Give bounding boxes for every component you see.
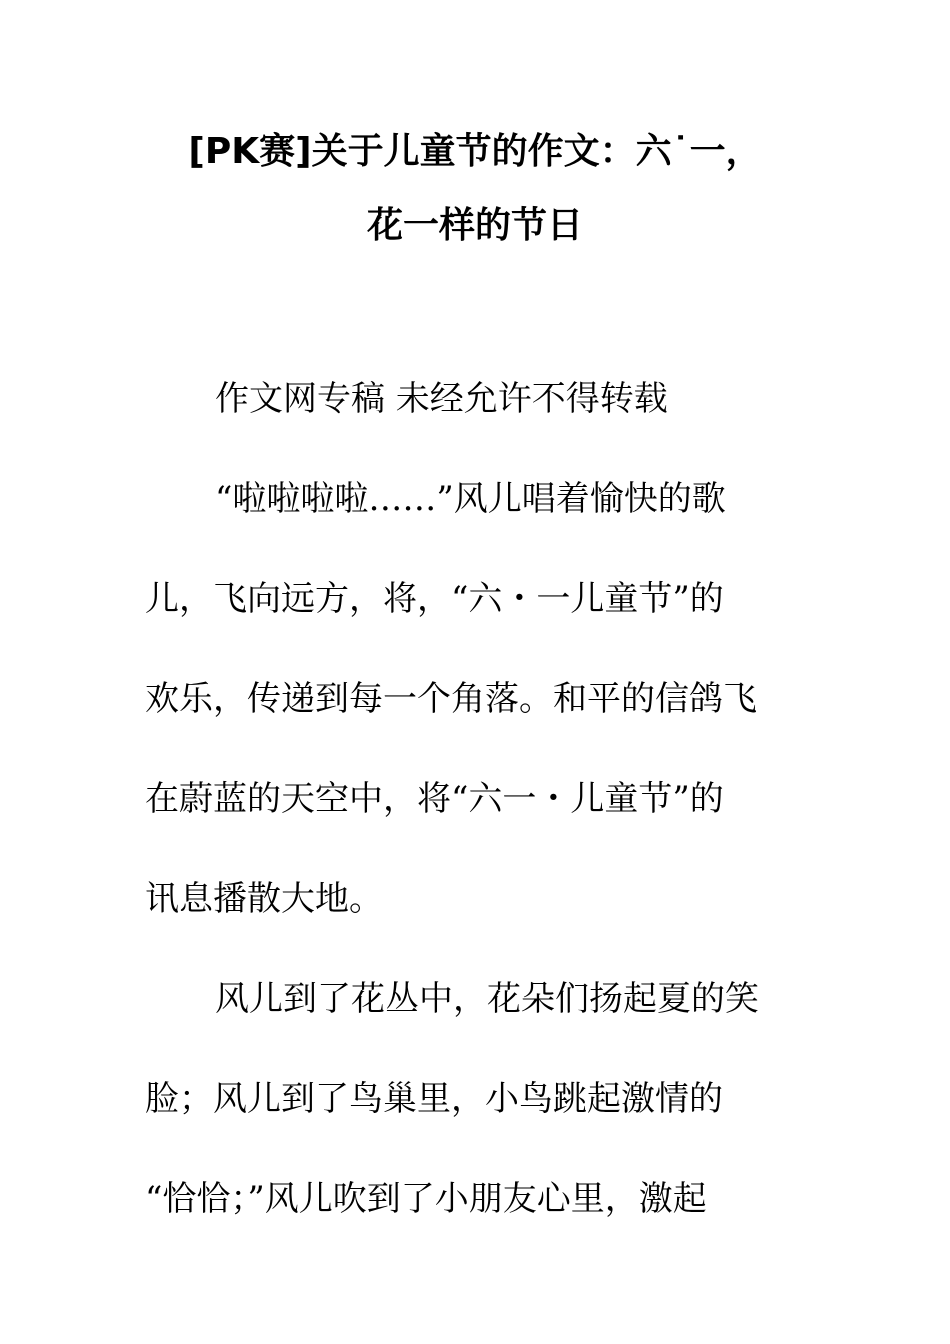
byline: 作文网专稿 未经允许不得转载: [215, 379, 668, 419]
paragraph-line: 脸；风儿到了鸟巢里，小鸟跳起激情的: [145, 1079, 723, 1119]
paragraph-line: 在蔚蓝的天空中，将“六一・儿童节”的: [145, 779, 724, 819]
document-title-line-1: [PK赛]关于儿童节的作文：六˙一，: [188, 131, 762, 172]
paragraph-line: 欢乐，传递到每一个角落。和平的信鸽飞: [145, 679, 757, 719]
paragraph-line: “恰恰；”风儿吹到了小朋友心里，激起: [145, 1179, 707, 1219]
paragraph-line: “啦啦啦啦……”风儿唱着愉快的歌: [215, 479, 726, 519]
document-title-line-2: 花一样的节日: [366, 205, 583, 246]
paragraph-line: 儿，飞向远方，将，“六・一儿童节”的: [145, 579, 724, 619]
paragraph-line: 风儿到了花丛中，花朵们扬起夏的笑: [215, 979, 759, 1019]
paragraph-line: 讯息播散大地。: [145, 879, 383, 919]
